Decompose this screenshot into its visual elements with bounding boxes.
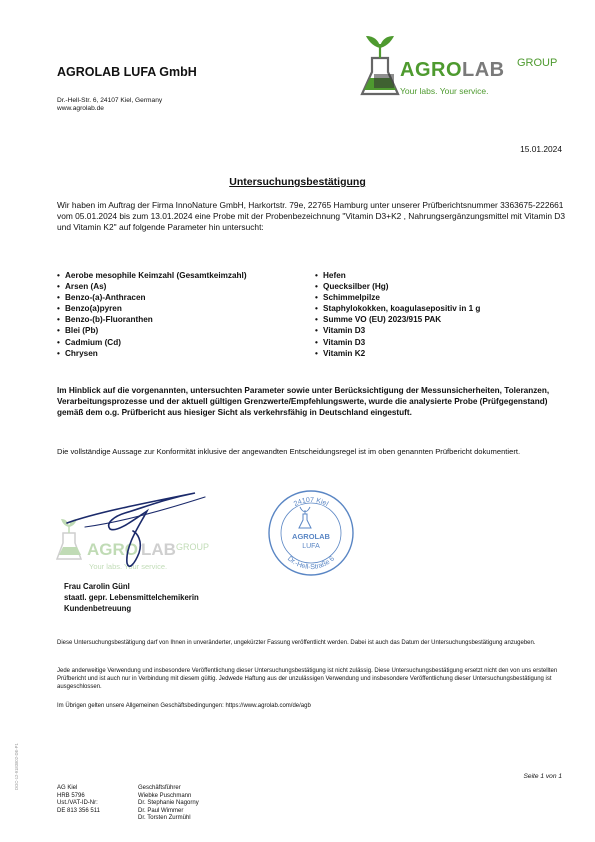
list-item: • Aerobe mesophile Keimzahl (Gesamtkeimzahl) — [57, 270, 247, 281]
document-id: DOC-12-9183802-DE-P1 — [14, 743, 19, 790]
signer-name: Frau Carolin Günl — [64, 582, 130, 591]
document-date: 15.01.2024 — [520, 144, 562, 154]
list-item: • Benzo-(b)-Fluoranthen — [57, 314, 247, 325]
list-item: • Arsen (As) — [57, 281, 247, 292]
footer-management — [138, 785, 199, 823]
svg-text:LAB: LAB — [141, 540, 176, 559]
list-item: • Hefen — [315, 270, 480, 281]
fine-print-liability: Jede anderweitige Verwendung und insbesondere Veröffentlichung dieser Untersuchungsbestätigung ist nicht zulässig. Diese Untersuchungsbestätigung ersetzt nicht den von uns erstellten Prüfbericht und ist auch nur in Verbindung mit diesem gültig. Jedwede Haftung aus der unzulässigen Verwendung und insbesondere Veröffentlichung dieser Untersuchungsbestätigung ist ausgeschlossen. — [57, 668, 558, 690]
footer-line: Dr. Paul Wimmer — [138, 807, 184, 814]
page-number: Seite 1 von 1 — [523, 773, 562, 780]
footer-line: Wiebke Puschmann — [138, 792, 192, 799]
footer-line: AG Kiel — [57, 785, 78, 791]
fine-print-publication: Diese Untersuchungsbestätigung darf von Ihnen in unveränderter, ungekürzter Fassung veröffentlicht werden. Dabei ist auch das Datum der Untersuchungsbestätigung anzugeben. — [57, 640, 536, 646]
list-item: • Quecksilber (Hg) — [315, 281, 480, 292]
company-stamp-icon — [266, 488, 356, 578]
svg-text:Your labs. Your service.: Your labs. Your service. — [89, 562, 168, 571]
signature-icon — [55, 483, 255, 578]
list-item: • Vitamin K2 — [315, 348, 480, 359]
footer-line: Ust./VAT-ID-Nr: — [57, 800, 98, 807]
flask-plant-icon — [362, 36, 398, 94]
stamp-top-text: 24107 Kiel — [292, 496, 330, 509]
company-name: AGROLAB LUFA GmbH — [57, 65, 197, 79]
footer-line: DE 813 356 511 — [57, 807, 100, 814]
intro-paragraph: Wir haben im Auftrag der Firma InnoNature GmbH, Harkortstr. 79e, 22765 Hamburg unter unserer Prüfberichtsnummer 3363675-222661 vom 05.01.2024 bis zum 13.01.2024 eine Probe mit der Probenbezeichnung "Vitamin D3+K2 , Nahrungsergänzungsmittel mit Vitamin D3 und Vitamin K2" auf folgende Parameter hin untersucht: — [57, 200, 566, 232]
logo-word-agro: AGRO — [400, 59, 462, 81]
stamp-subname: LUFA — [302, 543, 320, 550]
signer-department: Kundenbetreuung — [64, 603, 132, 613]
list-item: • Chrysen — [57, 348, 247, 359]
svg-text:AGRO: AGRO — [87, 540, 138, 559]
logo-tagline: Your labs. Your service. — [400, 86, 489, 96]
logo-word-lab: LAB — [462, 59, 505, 81]
logo-group-label: GROUP — [517, 57, 558, 69]
parameter-list-left — [57, 270, 247, 359]
list-item: • Vitamin D3 — [315, 337, 480, 348]
address-line: Dr.-Hell-Str. 6, 24107 Kiel, Germany — [57, 97, 163, 104]
list-item: • Blei (Pb) — [57, 325, 247, 336]
footer-registration — [57, 785, 100, 815]
stamp-bottom-text: Dr.-Hell-Straße 6 — [285, 555, 337, 572]
fine-print-terms: Im Übrigen gelten unsere Allgemeinen Geschäftsbedingungen: https://www.agrolab.com/de/agb — [57, 703, 311, 709]
svg-text:24107 Kiel — [293, 497, 330, 508]
footer-line: Geschäftsführer — [138, 785, 181, 791]
footer-line: Dr. Torsten Zurmühl — [138, 815, 191, 822]
list-item: • Benzo(a)pyren — [57, 303, 247, 314]
footer-line: HRB 5796 — [57, 792, 85, 799]
list-item: • Vitamin D3 — [315, 325, 480, 336]
svg-text:GROUP: GROUP — [176, 542, 210, 552]
logo-wordmark — [400, 59, 505, 82]
website-link: www.agrolab.de — [57, 105, 104, 113]
list-item: • Benzo-(a)-Anthracen — [57, 292, 247, 303]
company-address — [57, 97, 162, 114]
parameter-list-right — [315, 270, 480, 359]
document-title: Untersuchungsbestätigung — [229, 176, 366, 188]
footer-line: Dr. Stephanie Nagorny — [138, 800, 199, 807]
conformity-note: Die vollständige Aussage zur Konformität inklusive der angewandten Entscheidungsregel ist im oben genannten Prüfbericht dokumentiert. — [57, 447, 521, 456]
list-item: • Staphylokokken, koagulasepositiv in 1 g — [315, 303, 480, 314]
list-item: • Cadmium (Cd) — [57, 337, 247, 348]
signer-role: staatl. gepr. Lebensmittelchemikerin — [64, 592, 199, 602]
signer-block — [64, 582, 199, 614]
list-item: • Schimmelpilze — [315, 292, 480, 303]
list-item: • Summe VO (EU) 2023/915 PAK — [315, 314, 480, 325]
stamp-name: AGROLAB — [292, 532, 330, 541]
verdict-paragraph: Im Hinblick auf die vorgenannten, untersuchten Parameter sowie unter Berücksichtigung der Messunsicherheiten, Toleranzen, Verarbeitungsprozesse und der aktuell gültigen Grenzwerte/Empfehlungswerte, wurde die analysierte Probe (Prüfgegenstand) gemäß dem o.g. Prüfbericht aus hiesiger Sicht als verkehrsfähig in Deutschland eingestuft. — [57, 386, 550, 418]
